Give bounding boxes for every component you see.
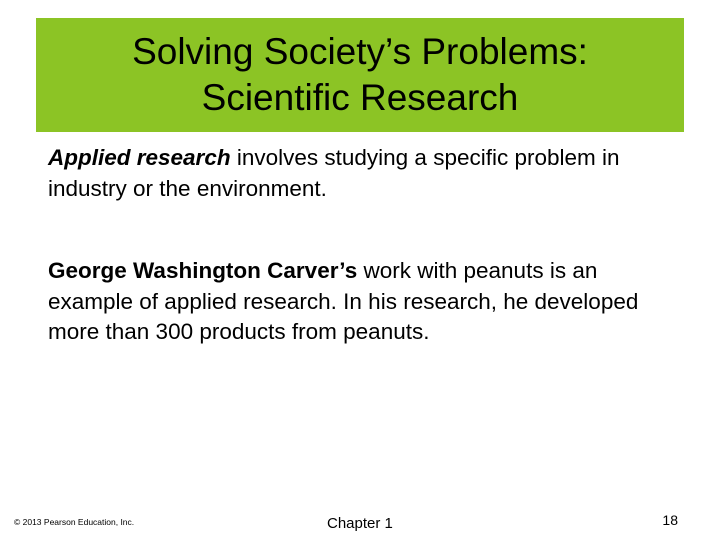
footer-page-number: 18 — [662, 512, 678, 528]
footer-chapter: Chapter 1 — [327, 515, 393, 532]
body-paragraph-carver-example — [48, 256, 648, 348]
paragraph-1-text: involves studying a specific problem in industry or the environment. — [48, 145, 620, 201]
term-george-washington-carver: George Washington Carver’s — [48, 258, 358, 283]
slide-title-line-1: Solving Society’s Problems: — [132, 31, 588, 72]
body-paragraph-applied-research — [48, 143, 648, 204]
term-applied-research: Applied research — [48, 145, 231, 170]
title-banner — [36, 18, 684, 132]
slide-title-line-2: Scientific Research — [201, 77, 519, 118]
paragraph-2-text: work with peanuts is an example of applied research. In his research, he developed more than 300 products from peanuts. — [48, 258, 639, 344]
footer-copyright: © 2013 Pearson Education, Inc. — [14, 517, 135, 527]
